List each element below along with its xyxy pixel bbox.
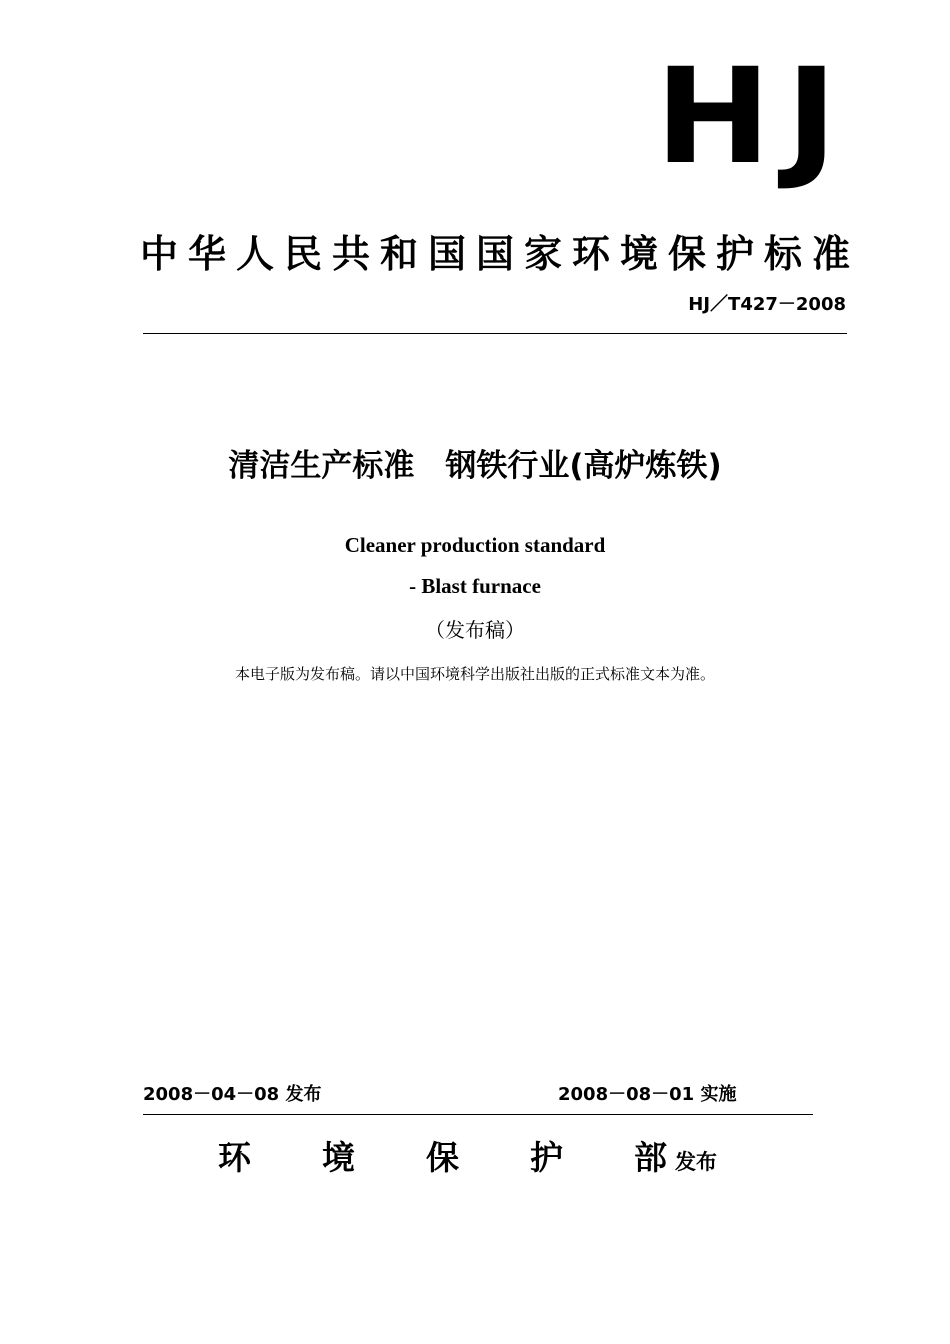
title-english-line1: Cleaner production standard <box>344 533 606 557</box>
publisher-char: 环 <box>218 1138 251 1177</box>
hj-logo: HJ <box>655 40 852 194</box>
issue-date: 2008－04－08 发布 <box>143 1084 322 1105</box>
implementation-date: 2008－08－01 实施 <box>558 1084 737 1105</box>
draft-label: （发布稿） <box>425 618 525 642</box>
edition-note: 本电子版为发布稿。请以中国环境科学出版社出版的正式标准文本为准。 <box>234 665 715 683</box>
publisher-suffix: 发布 <box>675 1150 717 1174</box>
publisher-char: 护 <box>530 1138 563 1177</box>
title-chinese: 清洁生产标准 钢铁行业(高炉炼铁) <box>228 448 722 484</box>
standard-code: HJ／T427－2008 <box>688 294 846 315</box>
title-english-line2: - Blast furnace <box>409 574 541 598</box>
publisher-char: 境 <box>322 1138 355 1177</box>
publisher-char: 部 <box>634 1138 667 1177</box>
top-divider <box>143 333 847 334</box>
org-title: 中华人民共和国国家环境保护标准 <box>140 232 861 276</box>
bottom-divider <box>143 1114 813 1115</box>
publisher-char: 保 <box>426 1138 459 1177</box>
publisher <box>218 1134 717 1182</box>
